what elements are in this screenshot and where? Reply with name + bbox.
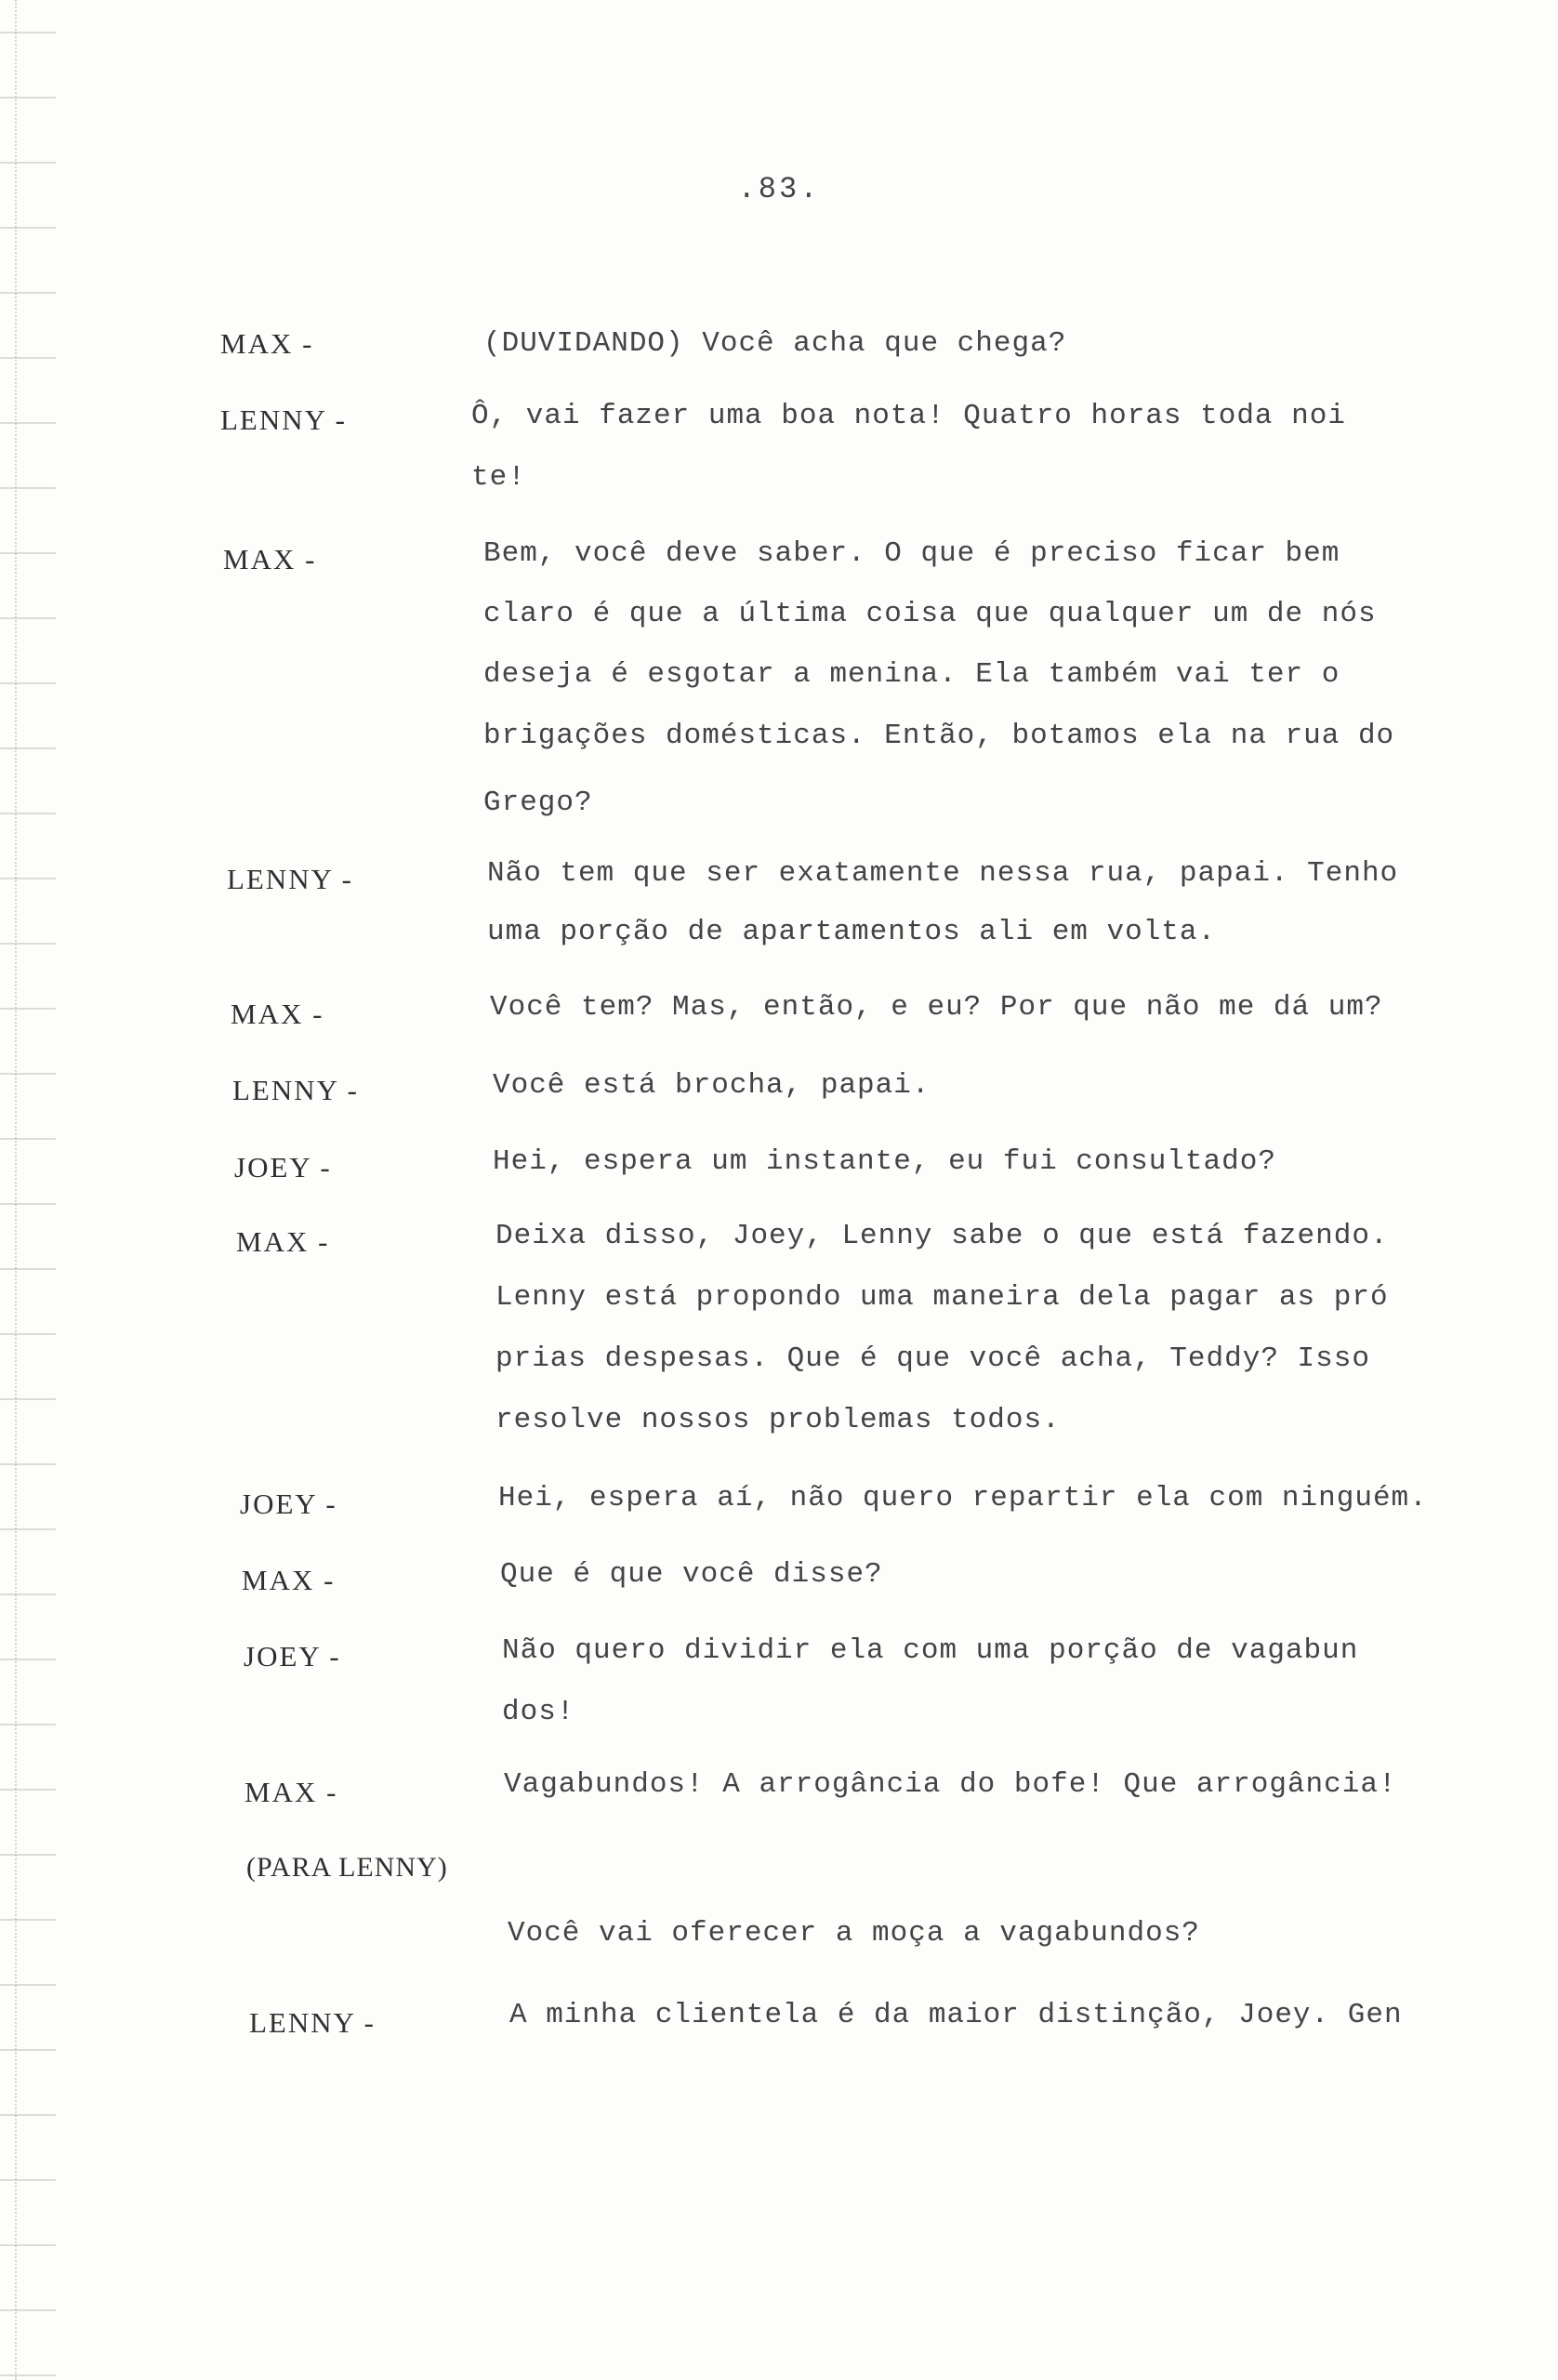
dialogue-line: Grego? [483, 787, 593, 819]
dialogue-line: Você vai oferecer a moça a vagabundos? [508, 1917, 1200, 1950]
dialogue-line: prias despesas. Que é que você acha, Teddy? Isso [495, 1342, 1370, 1375]
speaker-label: MAX - [231, 998, 324, 1030]
stage-direction: (PARA LENNY) [246, 1852, 448, 1883]
speaker-label: MAX - [244, 1776, 338, 1808]
dialogue-line: deseja é esgotar a menina. Ela também vai ter o [483, 658, 1340, 691]
speaker-label: JOEY - [240, 1488, 337, 1520]
speaker-label: JOEY - [234, 1151, 332, 1183]
dialogue-line: Vagabundos! A arrogância do bofe! Que arrogância! [504, 1768, 1397, 1801]
dialogue-line: Bem, você deve saber. O que é preciso ficar bem [483, 537, 1340, 570]
speaker-label: MAX - [220, 327, 314, 360]
dialogue-line: Não tem que ser exatamente nessa rua, papai. Tenho [487, 857, 1399, 890]
speaker-label: LENNY - [220, 403, 347, 436]
page-number: .83. [737, 172, 821, 206]
dialogue-line: Hei, espera um instante, eu fui consultado? [493, 1145, 1276, 1178]
speaker-label: LENNY - [227, 863, 353, 895]
dialogue-line: Deixa disso, Joey, Lenny sabe o que está fazendo. [495, 1220, 1389, 1252]
dialogue-line: resolve nossos problemas todos. [495, 1404, 1061, 1436]
speaker-label: LENNY - [249, 2006, 376, 2039]
dialogue-line: uma porção de apartamentos ali em volta. [487, 916, 1217, 948]
dialogue-line: Lenny está propondo uma maneira dela pagar as pró [495, 1281, 1389, 1314]
dialogue-line: Que é que você disse? [500, 1558, 883, 1591]
dialogue-line: Hei, espera aí, não quero repartir ela com ninguém. [498, 1482, 1428, 1514]
speaker-label: MAX - [236, 1225, 330, 1258]
dialogue-line: te! [471, 461, 526, 494]
speaker-label: LENNY - [232, 1074, 359, 1106]
dialogue-line: Você tem? Mas, então, e eu? Por que não me dá um? [490, 991, 1383, 1024]
dialogue-line: Não quero dividir ela com uma porção de vagabun [502, 1634, 1359, 1667]
speaker-label: MAX - [223, 543, 317, 575]
dialogue-line: brigações domésticas. Então, botamos ela na rua do [483, 720, 1395, 752]
dialogue-line: claro é que a última coisa que qualquer um de nós [483, 598, 1377, 630]
speaker-label: MAX - [242, 1564, 336, 1596]
speaker-label: JOEY - [244, 1640, 341, 1673]
binding-holes [0, 0, 56, 2380]
dialogue-line: Ô, vai fazer uma boa nota! Quatro horas toda noi [471, 400, 1346, 432]
dialogue-line: A minha clientela é da maior distinção, Joey. Gen [509, 1999, 1403, 2031]
dialogue-line: (DUVIDANDO) Você acha que chega? [483, 327, 1067, 360]
dialogue-line: dos! [502, 1696, 575, 1728]
dialogue-line: Você está brocha, papai. [493, 1069, 931, 1102]
